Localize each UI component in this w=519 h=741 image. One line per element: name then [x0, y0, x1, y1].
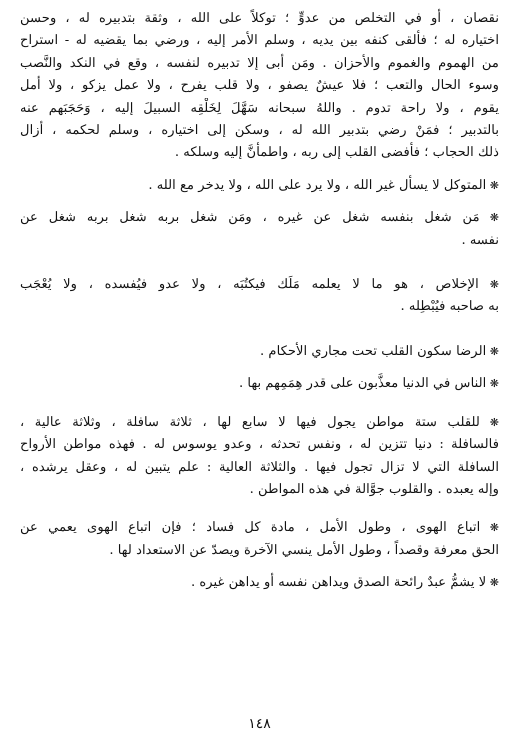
- saying-line: به صاحبه فيُبْطِله .: [400, 299, 499, 315]
- saying-line: ❋ مَن شغل بنفسه شغل عن غيره ، ومَن شغل بربه شغل بربه شغل عن: [20, 207, 499, 229]
- saying-nas: [20, 373, 499, 395]
- saying-ikhlas: [20, 274, 499, 319]
- saying-line: ❋ الناس في الدنيا معذَّبون على قدر هِمَمِهم بها .: [20, 373, 499, 395]
- saying-line: فالسافلة : دنيا تتزين له ، ونفس تحدثه ، وعدو يوسوس له . فهذه مواطن الأرواح: [20, 437, 499, 453]
- page-number: ١٤٨: [248, 716, 271, 732]
- text-line: يقوم ، ولا راحة تدوم . واللهُ سبحانه سَهَّلَ لِخَلْقِه السبيلَ إليه ، وَحَجَبَهم عنه: [20, 100, 499, 116]
- saying-line: ❋ المتوكل لا يسأل غير الله ، ولا يرد على الله ، ولا يدخر مع الله .: [20, 175, 499, 197]
- saying-shughl: [20, 207, 499, 252]
- text-line: اختياره له ؛ فألقى كنفه بين يديه ، وسلم الأمر إليه ، ورضي بما يقضيه له - استراح: [20, 33, 499, 49]
- text-line: وسوء الحال والتعب ؛ فلا عيشٌ يصفو ، ولا قلب يفرح ، ولا عمل يزكو ، ولا أمل: [20, 78, 499, 94]
- saying-line: السافلة التي لا تزال تجول فيها . والثلاثة العالية : علم يتبين له ، وعقل يرشده ،: [20, 459, 499, 475]
- saying-line: ❋ للقلب ستة مواطن يجول فيها لا سابع لها ، ثلاثة سافلة ، وثلاثة عالية ،: [20, 412, 499, 434]
- saying-line: ❋ الرضا سكون القلب تحت مجاري الأحكام .: [20, 341, 499, 363]
- text-line: بالتدبير ؛ فمَنْ رضي بتدبير الله له ، وسكن إلى اختياره ، وسلم لحكمه ، أزال: [20, 123, 499, 139]
- saying-line: نفسه .: [461, 232, 499, 248]
- saying-line: ❋ لا يشمُّ عبدٌ رائحة الصدق ويداهن نفسه أو يداهن غيره .: [20, 572, 499, 594]
- paragraph-tawakkul: [20, 8, 499, 165]
- saying-sidq: [20, 572, 499, 594]
- saying-mawatin: [20, 412, 499, 502]
- saying-mutawakkil: [20, 175, 499, 197]
- saying-line: الحق معرفة وقصداً ، وطول الأمل ينسي الآخرة ويصدّ عن الاستعداد لها .: [109, 542, 499, 558]
- saying-hawa: [20, 517, 499, 562]
- saying-line: ❋ الإخلاص ، هو ما لا يعلمه مَلَك فيكتُبَه ، ولا عدو فيُفسده ، ولا يُعْجَب: [20, 274, 499, 296]
- saying-line: ❋ اتباع الهوى ، وطول الأمل ، مادة كل فساد ؛ فإن اتباع الهوى يعمي عن: [20, 517, 499, 539]
- saying-line: وإله يعبده . والقلوب جوَّالة في هذه المواطن .: [249, 481, 499, 497]
- text-line: من الهموم والغموم والأحزان . ومَن أبى إلا تدبيره لنفسه ، وقع في النكد والنَّصب: [20, 55, 499, 71]
- text-line: ذلك الحجاب ؛ فأفضى القلب إلى ربه ، واطمأنَّ إليه وسلكه .: [174, 145, 499, 161]
- saying-rida: [20, 341, 499, 363]
- text-line: نقصان ، أو في التخلص من عدوٍّ ؛ توكلاً على الله ، وثقة بتدبيره له ، وحسن: [20, 11, 499, 26]
